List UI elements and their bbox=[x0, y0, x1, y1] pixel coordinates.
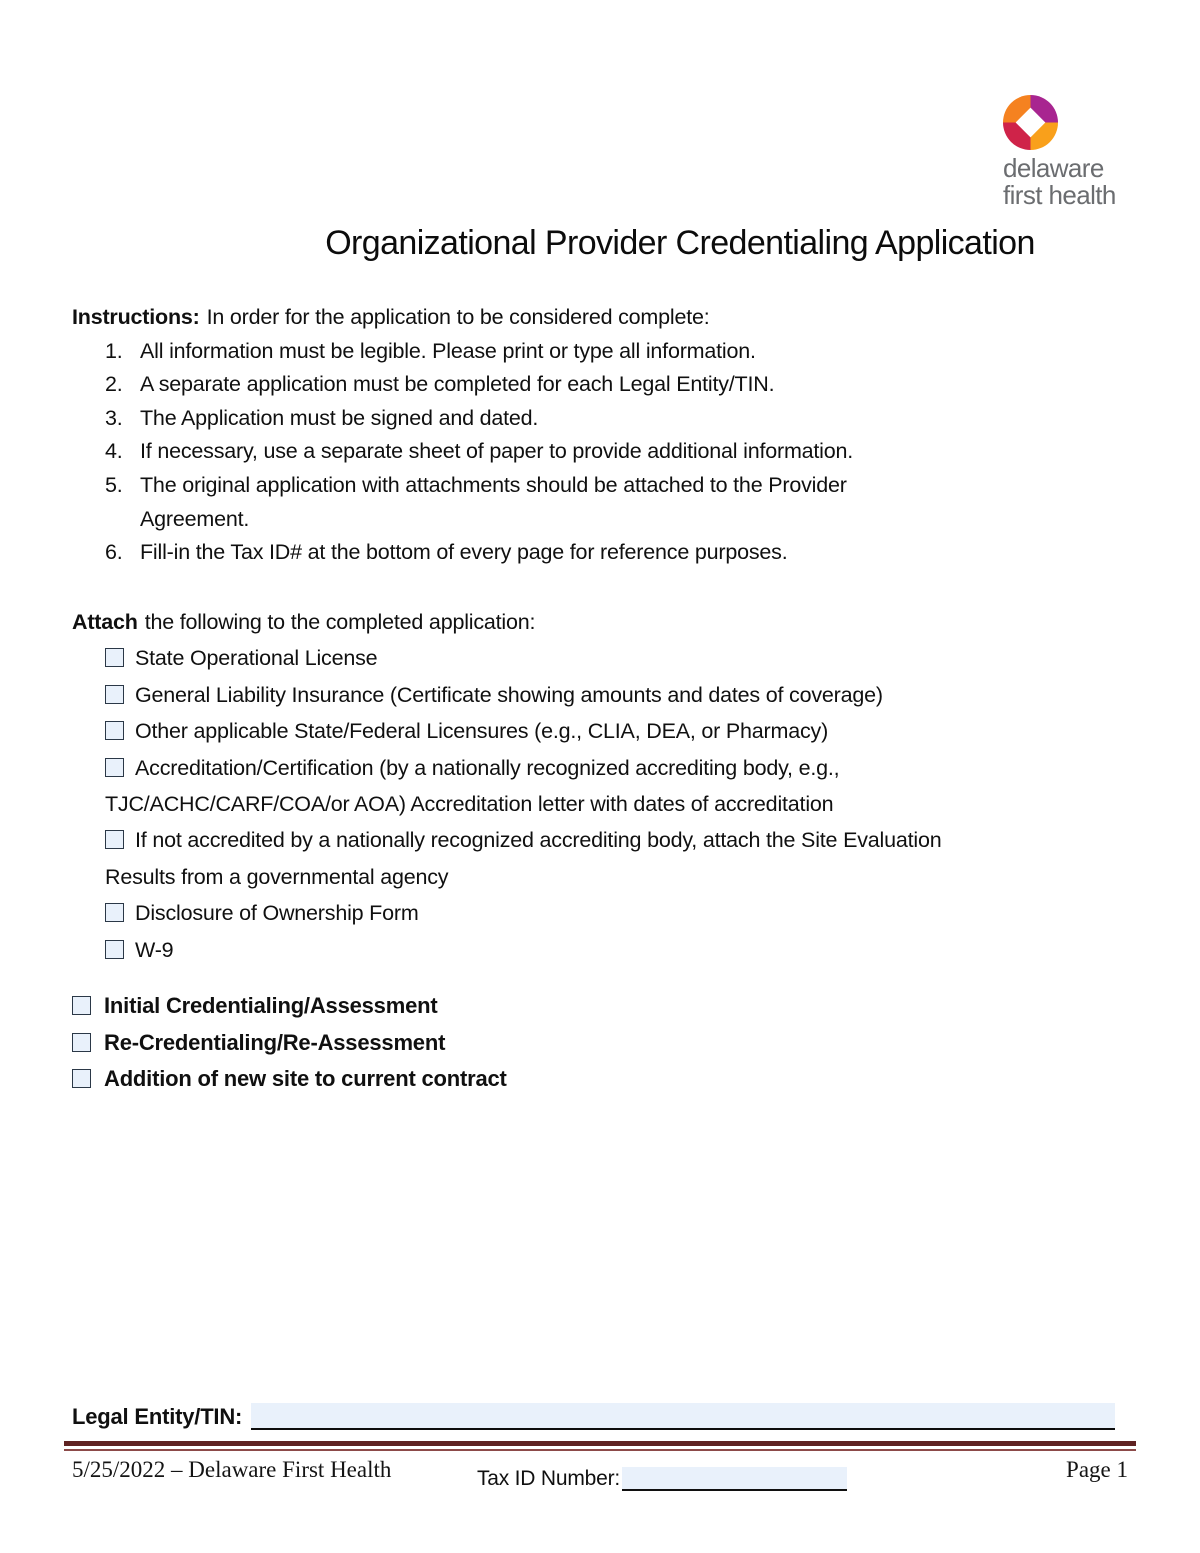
instructions-intro bbox=[72, 301, 1128, 335]
checkbox-icon[interactable] bbox=[72, 1069, 91, 1088]
instruction-item: 5. The original application with attachments should be attached to the Provider Agreement. bbox=[105, 472, 847, 531]
application-type-section bbox=[72, 988, 507, 1098]
checkbox-icon[interactable] bbox=[72, 1033, 91, 1052]
attach-intro-text: the following to the completed application: bbox=[144, 610, 536, 634]
brand-name-line1: delaware bbox=[1003, 153, 1104, 183]
instructions-label: Instructions: bbox=[72, 305, 200, 329]
checkbox-icon[interactable] bbox=[105, 758, 124, 777]
attach-item-liability-insurance: General Liability Insurance (Certificate showing amounts and dates of coverage) bbox=[105, 677, 1116, 713]
page-number: Page 1 bbox=[1066, 1457, 1128, 1482]
attach-item-state-license: State Operational License bbox=[105, 640, 1116, 676]
tax-id-input[interactable] bbox=[622, 1467, 847, 1491]
brand-logo bbox=[1003, 95, 1143, 209]
option-re-credentialing: Re-Credentialing/Re-Assessment bbox=[72, 1025, 507, 1062]
footer-date-text: 5/25/2022 – Delaware First Health bbox=[72, 1457, 392, 1482]
brand-name-line2: first health bbox=[1003, 180, 1116, 210]
page-title: Organizational Provider Credentialing Application bbox=[325, 224, 1035, 262]
attach-item-other-licensures: Other applicable State/Federal Licensures (e.g., CLIA, DEA, or Pharmacy) bbox=[105, 713, 1116, 749]
instruction-item: 1. All information must be legible. Please print or type all information. bbox=[105, 338, 756, 363]
attach-label: Attach bbox=[72, 610, 138, 634]
footer-tax-id-group bbox=[477, 1467, 847, 1491]
attach-intro bbox=[72, 604, 1116, 640]
page-footer bbox=[72, 1457, 1128, 1491]
instruction-item: 3. The Application must be signed and dated. bbox=[105, 405, 539, 430]
footer-rule-thick-line bbox=[64, 1441, 1136, 1446]
attach-item-accreditation: Accreditation/Certification (by a nationally recognized accrediting body, e.g., TJC/ACHC/CARF/COA/or AOA) Accreditation letter with dates of accreditation bbox=[105, 755, 840, 817]
footer-rule-thin-line bbox=[64, 1449, 1136, 1451]
instruction-item: 2. A separate application must be completed for each Legal Entity/TIN. bbox=[105, 372, 775, 397]
option-initial-credentialing: Initial Credentialing/Assessment bbox=[72, 988, 507, 1025]
logo-mark-icon bbox=[1003, 95, 1058, 150]
attach-item-w9: W-9 bbox=[105, 932, 1116, 968]
instruction-item: 4. If necessary, use a separate sheet of paper to provide additional information. bbox=[105, 439, 854, 464]
tax-id-label: Tax ID Number: bbox=[476, 1467, 621, 1490]
checkbox-icon[interactable] bbox=[105, 903, 124, 922]
footer-rule bbox=[64, 1441, 1136, 1451]
attach-item-site-evaluation: If not accredited by a nationally recognized accrediting body, attach the Site Evaluation Results from a governmental agency bbox=[105, 828, 942, 889]
legal-entity-input[interactable] bbox=[251, 1403, 1115, 1430]
checkbox-icon[interactable] bbox=[105, 648, 124, 667]
checkbox-icon[interactable] bbox=[105, 685, 124, 704]
instructions-intro-text: In order for the application to be considered complete: bbox=[206, 305, 710, 329]
instruction-item: 6. Fill-in the Tax ID# at the bottom of every page for reference purposes. bbox=[105, 540, 788, 565]
checkbox-icon[interactable] bbox=[105, 721, 124, 740]
legal-entity-label: Legal Entity/TIN: bbox=[72, 1404, 243, 1429]
checkbox-icon[interactable] bbox=[105, 940, 124, 959]
option-new-site-addition: Addition of new site to current contract bbox=[72, 1061, 507, 1098]
legal-entity-row bbox=[72, 1403, 1115, 1430]
attach-section bbox=[72, 604, 1116, 968]
checkbox-icon[interactable] bbox=[72, 996, 91, 1015]
instructions-section bbox=[72, 301, 1128, 570]
attach-item-ownership-form: Disclosure of Ownership Form bbox=[105, 895, 1116, 931]
checkbox-icon[interactable] bbox=[105, 830, 124, 849]
